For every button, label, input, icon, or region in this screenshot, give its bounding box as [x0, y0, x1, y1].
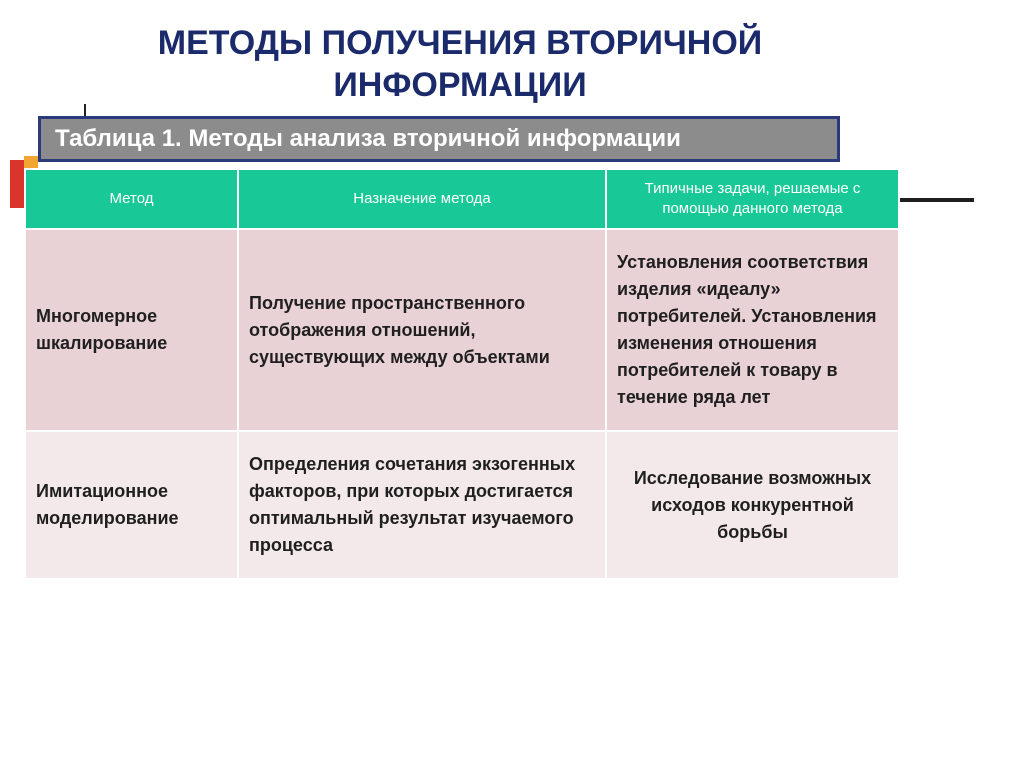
cell-tasks: Исследование возможных исходов конкурентной борьбы [606, 431, 899, 579]
table-header-row [25, 169, 899, 229]
cell-purpose: Получение пространственного отображения отношений, существующих между объектами [238, 229, 606, 431]
cell-method: Имитационное моделирование [25, 431, 238, 579]
decorative-horizontal-line [898, 198, 974, 202]
cell-purpose: Определения сочетания экзогенных факторов, при которых достигается оптимальный результат изучаемого процесса [238, 431, 606, 579]
methods-table [24, 168, 900, 580]
cell-tasks: Установления соответствия изделия «идеалу» потребителей. Установления изменения отношения потребителей к товару в течение ряда лет [606, 229, 899, 431]
header-tasks: Типичные задачи, решаемые с помощью данного метода [606, 169, 899, 229]
slide-title [100, 22, 820, 106]
slide-title-line-1: МЕТОДЫ ПОЛУЧЕНИЯ ВТОРИЧНОЙ [157, 24, 763, 62]
table-row [25, 431, 899, 579]
decorative-red-block [10, 160, 24, 208]
cell-method: Многомерное шкалирование [25, 229, 238, 431]
table-row [25, 229, 899, 431]
header-purpose: Назначение метода [238, 169, 606, 229]
table-caption: Таблица 1. Методы анализа вторичной информации [38, 116, 840, 162]
slide-title-line-2: ИНФОРМАЦИИ [333, 66, 587, 104]
header-method: Метод [25, 169, 238, 229]
